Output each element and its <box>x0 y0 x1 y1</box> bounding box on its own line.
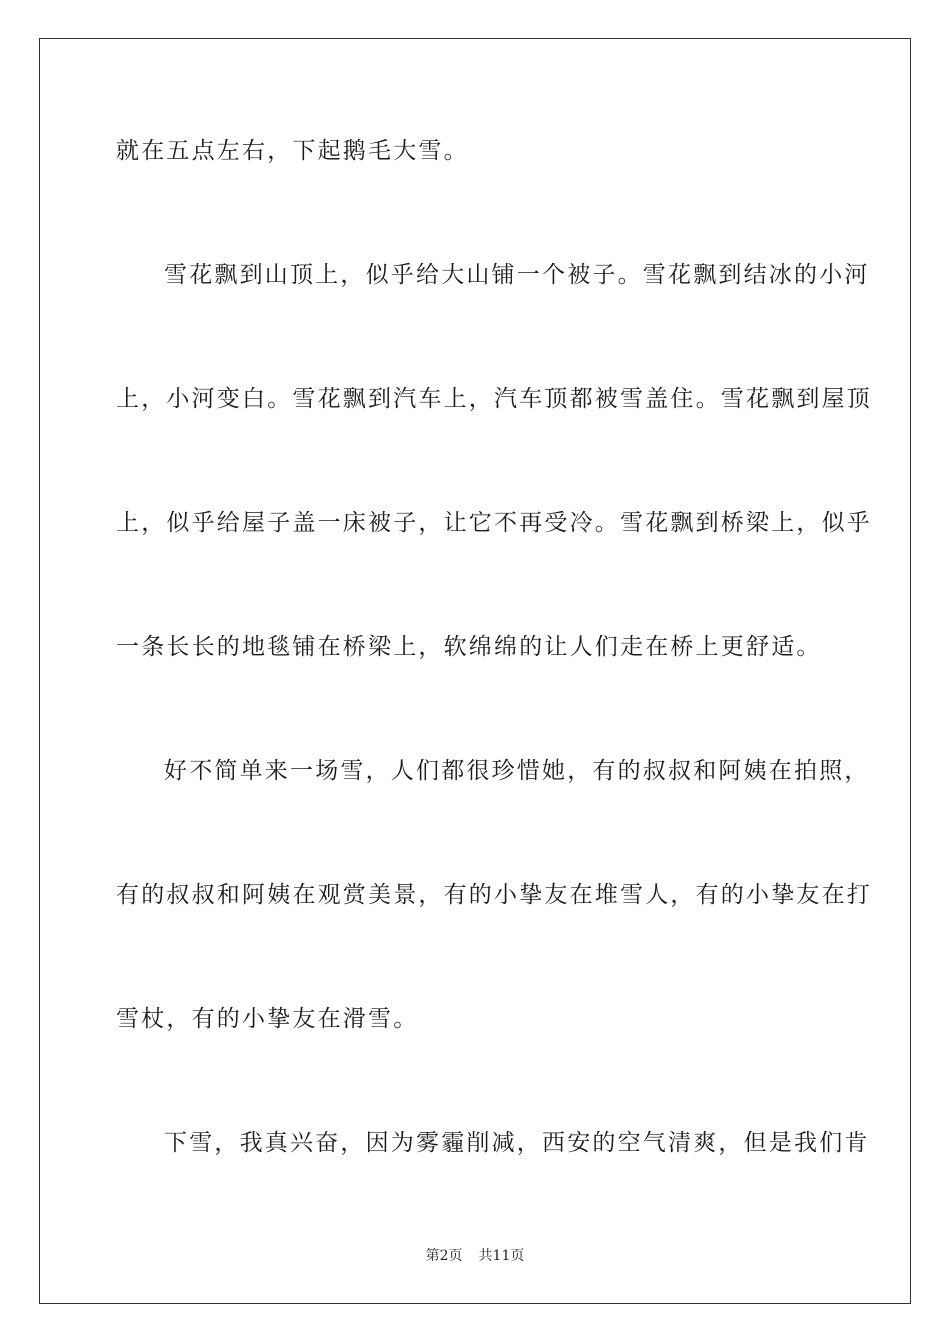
page-total: 共11页 <box>478 1248 525 1264</box>
text-line-4: 上，似乎给屋子盖一床被子，让它不再受冷。雪花飘到桥梁上，似乎 <box>116 510 872 536</box>
text-line-8: 雪杖，有的小挚友在滑雪。 <box>116 1006 419 1032</box>
text-line-2: 雪花飘到山顶上，似乎给大山铺一个被子。雪花飘到结冰的小河 <box>164 262 870 288</box>
text-line-7: 有的叔叔和阿姨在观赏美景，有的小挚友在堆雪人，有的小挚友在打 <box>116 882 872 908</box>
text-line-9: 下雪，我真兴奋，因为雾霾削减，西安的空气清爽，但是我们肯 <box>164 1130 870 1156</box>
text-line-5: 一条长长的地毯铺在桥梁上，软绵绵的让人们走在桥上更舒适。 <box>116 634 822 660</box>
page-footer <box>0 1247 950 1265</box>
page-border <box>39 38 911 1304</box>
text-line-6: 好不简单来一场雪，人们都很珍惜她，有的叔叔和阿姨在拍照， <box>164 758 870 784</box>
page-number: 第2页 <box>425 1248 463 1264</box>
text-line-3: 上，小河变白。雪花飘到汽车上，汽车顶都被雪盖住。雪花飘到屋顶 <box>116 386 872 412</box>
text-line-1: 就在五点左右，下起鹅毛大雪。 <box>116 138 469 164</box>
